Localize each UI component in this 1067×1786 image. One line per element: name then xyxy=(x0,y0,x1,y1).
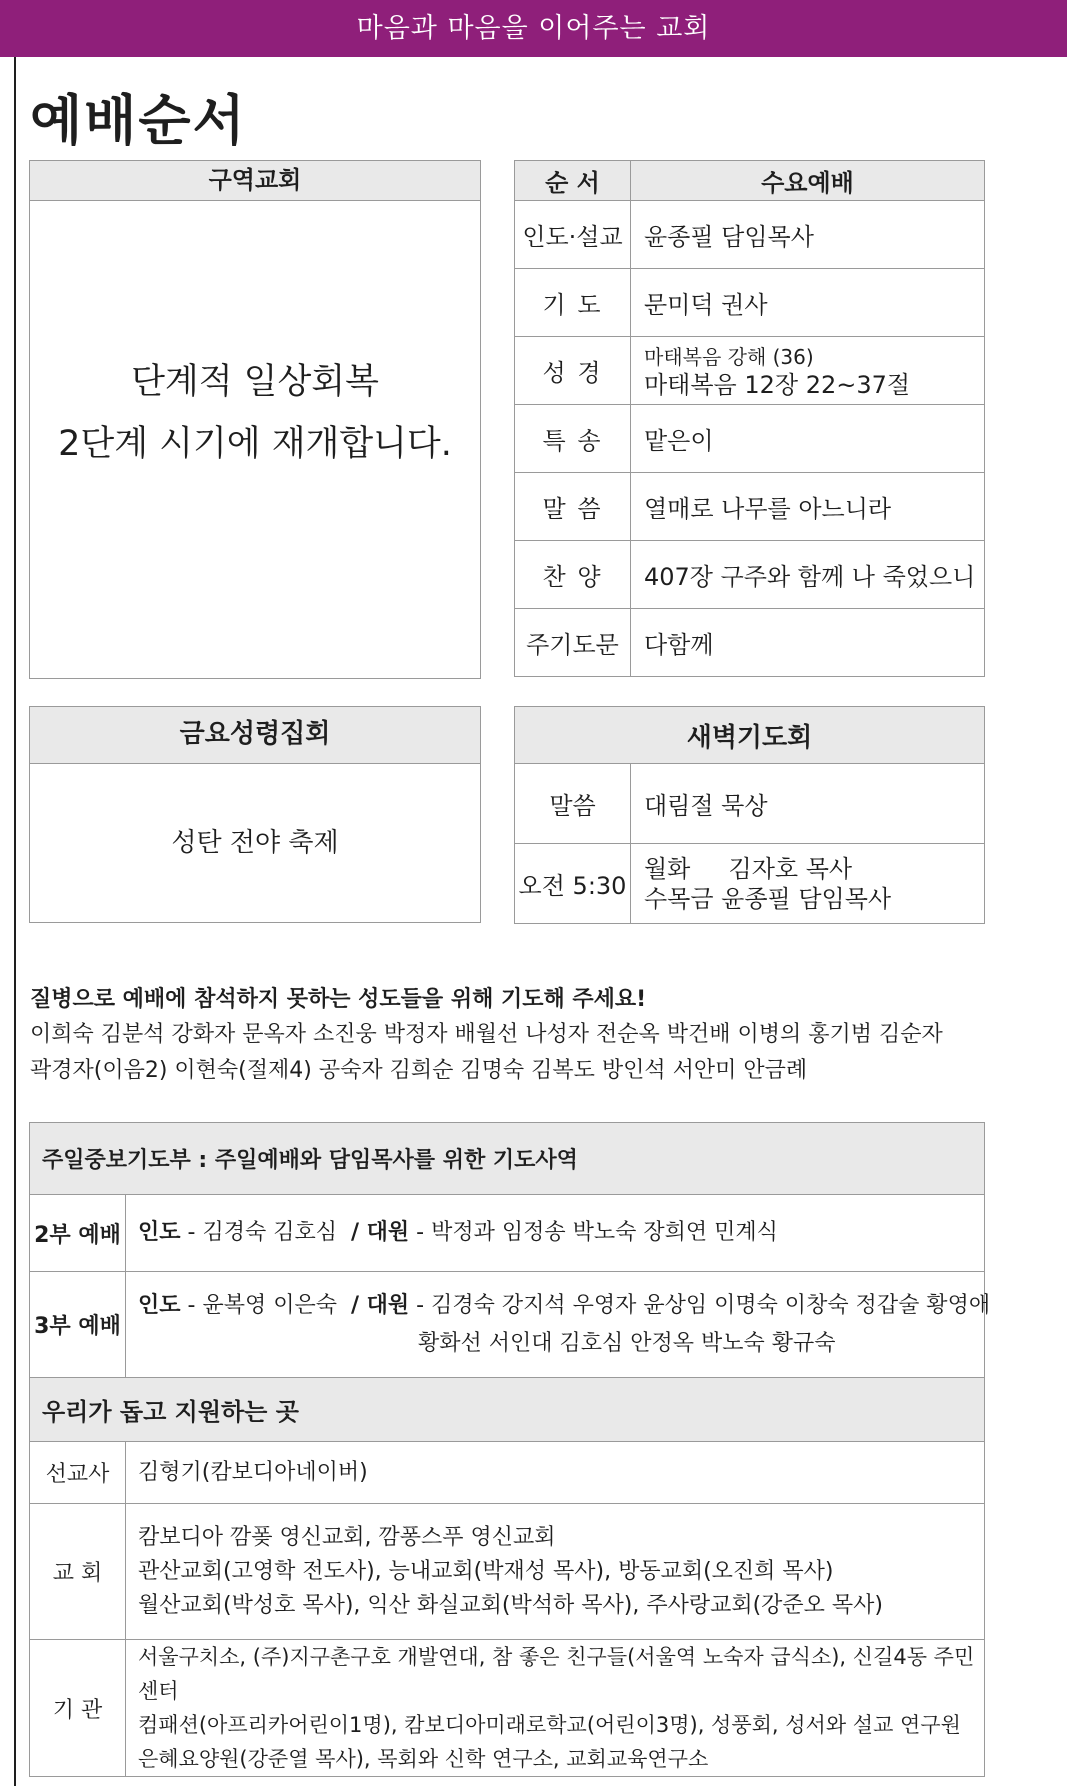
order-column-header: 순 서 xyxy=(515,161,631,201)
member-names: - 김경숙 강지석 우영자 윤상임 이명숙 이창숙 정갑술 황영애 xyxy=(409,1292,991,1318)
support-value xyxy=(126,1504,985,1640)
order-value: 다함께 xyxy=(631,609,985,677)
district-church-notice xyxy=(30,351,480,475)
scripture-series: 마태복음 강해 (36) xyxy=(644,344,814,369)
prayer-names-line: 곽경자(이음2) 이현숙(절제4) 공숙자 김희순 김명숙 김복도 방인석 서안미 안금례 xyxy=(30,1058,808,1083)
support-line: 월산교회(박성호 목사), 익산 화실교회(박석하 목사), 주사랑교회(강준오 목사) xyxy=(138,1592,884,1618)
order-label: 주기도문 xyxy=(515,609,631,677)
notice-line-1: 단계적 일상회복 xyxy=(131,362,379,402)
support-line: 캄보디아 깜퐂 영신교회, 깜퐁스푸 영신교회 xyxy=(138,1524,556,1550)
dawn-leader-line: 월화 김자호 목사 xyxy=(644,854,853,883)
intercession-line xyxy=(138,1287,991,1325)
district-church-title: 구역교회 xyxy=(30,161,480,201)
support-line: 김형기(캄보디아네이버) xyxy=(138,1459,368,1485)
hymn-value: 407장 구주와 함께 나 죽었으니 xyxy=(631,541,985,609)
dawn-time: 오전 5:30 xyxy=(515,844,631,924)
intercession-row xyxy=(126,1195,985,1272)
friday-meeting-body: 성탄 전야 축제 xyxy=(171,828,339,858)
service-label: 3부 예배 xyxy=(30,1272,126,1378)
order-value: 윤종필 담임목사 xyxy=(631,201,985,269)
support-heading: 우리가 돕고 지원하는 곳 xyxy=(30,1378,985,1442)
lead-label: 인도 xyxy=(138,1292,181,1318)
support-label: 교 회 xyxy=(30,1504,126,1640)
intercession-heading: 주일중보기도부 : 주일예배와 담임목사를 위한 기도사역 xyxy=(30,1123,985,1195)
dawn-leader-line: 수목금 윤종필 담임목사 xyxy=(644,884,892,913)
sermon-title: 열매로 나무를 아느니라 xyxy=(631,473,985,541)
member-names: - 박정과 임정송 박노숙 장희연 민계식 xyxy=(409,1220,778,1245)
support-line: 서울구치소, (주)지구촌구호 개발연대, 참 좋은 친구들(서울역 노숙자 급식소), 신길4동 주민센터 xyxy=(138,1645,975,1703)
wednesday-service-header: 수요예배 xyxy=(631,161,985,201)
support-value xyxy=(126,1442,985,1504)
order-value: 맡은이 xyxy=(631,405,985,473)
support-line: 컴패션(아프리카어린이1명), 캄보디아미래로학교(어린이3명), 성풍회, 성서와 설교 연구원 xyxy=(138,1713,961,1737)
order-label: 성 경 xyxy=(515,337,631,405)
scripture-passage: 마태복음 12장 22~37절 xyxy=(644,370,911,399)
service-label: 2부 예배 xyxy=(30,1195,126,1272)
dawn-value: 대림절 묵상 xyxy=(631,764,985,844)
member-label: / 대원 xyxy=(350,1220,410,1245)
order-label: 특 송 xyxy=(515,405,631,473)
wednesday-service-table xyxy=(514,160,985,677)
dawn-leaders xyxy=(631,844,985,924)
prayer-request-heading: 질병으로 예배에 참석하지 못하는 성도들을 위해 기도해 주세요! xyxy=(30,987,647,1012)
member-names-continued: 황화선 서인대 김호심 안정옥 박노숙 황규숙 xyxy=(418,1330,836,1356)
intercession-support-table xyxy=(29,1122,991,1777)
intercession-row xyxy=(126,1272,991,1378)
notice-line-2: 2단계 시기에 재개합니다. xyxy=(58,424,452,464)
dawn-prayer-table xyxy=(514,706,985,924)
order-value: 문미덕 권사 xyxy=(631,269,985,337)
district-church-box xyxy=(29,160,481,679)
page-title: 예배순서 xyxy=(30,89,247,152)
support-value xyxy=(126,1640,985,1777)
lead-names: - 윤복영 이은숙 xyxy=(180,1292,351,1318)
friday-meeting-title: 금요성령집회 xyxy=(30,707,480,764)
order-label: 기 도 xyxy=(515,269,631,337)
dawn-prayer-title: 새벽기도회 xyxy=(515,707,985,764)
support-line: 은혜요양원(강준열 목사), 목회와 신학 연구소, 교회교육연구소 xyxy=(138,1747,709,1771)
member-label: / 대원 xyxy=(350,1292,410,1318)
friday-meeting-box xyxy=(29,706,481,923)
lead-label: 인도 xyxy=(138,1220,181,1245)
lead-names: - 김경숙 김호심 xyxy=(180,1220,351,1245)
church-banner: 마음과 마음을 이어주는 교회 xyxy=(0,0,1067,57)
order-label: 찬 양 xyxy=(515,541,631,609)
dawn-label: 말씀 xyxy=(515,764,631,844)
left-margin-rule xyxy=(14,57,16,1786)
order-label: 인도·설교 xyxy=(515,201,631,269)
scripture-value xyxy=(631,337,985,405)
order-label: 말 씀 xyxy=(515,473,631,541)
prayer-names-line: 이희숙 김분석 강화자 문옥자 소진웅 박정자 배월선 나성자 전순옥 박건배 이병의 홍기범 김순자 xyxy=(30,1022,943,1047)
support-label: 선교사 xyxy=(30,1442,126,1504)
support-line: 관산교회(고영학 전도사), 능내교회(박재성 목사), 방동교회(오진희 목사) xyxy=(138,1558,834,1584)
support-label: 기 관 xyxy=(30,1640,126,1777)
